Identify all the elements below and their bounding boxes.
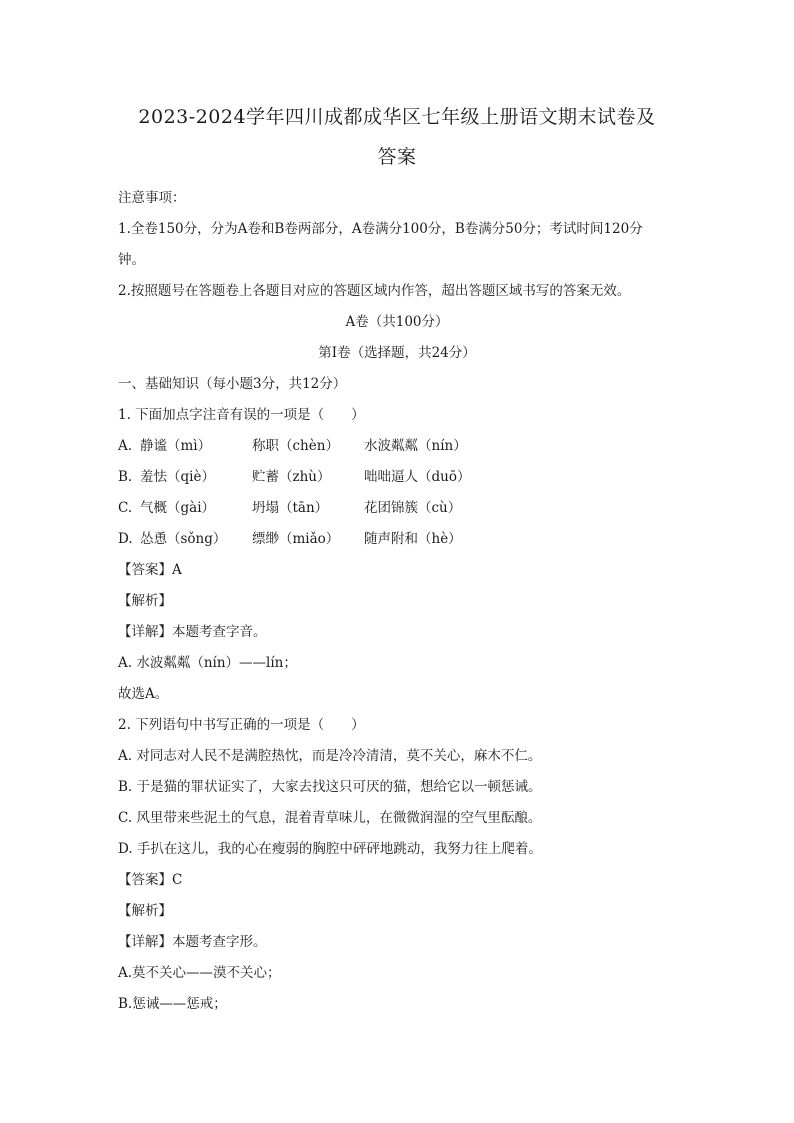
question-1-option-a — [118, 436, 688, 456]
question-2-option-b: B. 于是猫的罪状证实了，大家去找这只可厌的猫，想给它以一顿惩诫。 — [118, 779, 542, 795]
question-1-explanation: A. 水波粼粼（nín）——lín； — [118, 655, 297, 671]
question-1-detail: 【详解】本题考查字音。 — [118, 624, 267, 640]
notice-item-1-continued: 钟。 — [118, 252, 145, 268]
section-a-heading: A卷（共100分） — [345, 314, 449, 330]
question-2-option-a: A. 对同志对人民不是满腔热忱，而是冷冷清清，莫不关心，麻木不仁。 — [118, 748, 542, 764]
notice-item-2: 2.按照题号在答题卷上各题目对应的答题区域内作答，超出答题区域书写的答案无效。 — [118, 283, 631, 299]
option-word: 怂恿（sǒng） — [140, 531, 227, 547]
question-2-explanation-b: B.惩诫——惩戒； — [118, 996, 227, 1012]
document-title-line-2: 答案 — [377, 146, 417, 168]
option-word: 随声附和（hè） — [364, 531, 462, 547]
option-word: 气概（gài） — [140, 500, 216, 516]
option-word: 称职（chèn） — [252, 438, 339, 454]
notice-item-1: 1.全卷150分，分为A卷和B卷两部分，A卷满分100分，B卷满分50分；考试时间120分 — [118, 221, 643, 237]
question-1-answer: 【答案】A — [118, 562, 182, 578]
option-word: 花团锦簇（cù） — [364, 500, 462, 516]
option-label: D. — [118, 531, 133, 547]
question-1-analysis-label: 【解析】 — [118, 593, 172, 609]
question-2-stem: 2. 下列语句中书写正确的一项是（ ） — [118, 717, 365, 733]
question-1-option-b — [118, 467, 688, 487]
question-2-explanation-a: A.莫不关心——漠不关心； — [118, 965, 281, 981]
option-label: B. — [118, 469, 133, 485]
question-2-analysis-label: 【解析】 — [118, 903, 172, 919]
question-2-option-c: C. 风里带来些泥土的气息，混着青草味儿，在微微润湿的空气里酝酿。 — [118, 810, 542, 826]
option-word: 静谧（mì） — [140, 438, 212, 454]
option-word: 咄咄逼人（duō） — [364, 469, 471, 485]
question-2-option-d: D. 手扒在这儿，我的心在瘦弱的胸腔中砰砰地跳动，我努力往上爬着。 — [118, 841, 542, 857]
notice-heading: 注意事项： — [118, 190, 186, 206]
question-2-detail: 【详解】本题考查字形。 — [118, 934, 267, 950]
option-label: A. — [118, 438, 133, 454]
option-word: 羞怯（qiè） — [140, 469, 215, 485]
volume-1-heading: 第Ⅰ卷（选择题，共24分） — [318, 345, 476, 361]
part-1-heading: 一、基础知识（每小题3分，共12分） — [118, 376, 347, 392]
question-1-conclusion: 故选A。 — [118, 686, 169, 702]
option-word: 缥缈（miǎo） — [252, 531, 340, 547]
question-1-stem: 1. 下面加点字注音有误的一项是（ ） — [118, 407, 365, 423]
option-word: 贮蓄（zhù） — [252, 469, 331, 485]
question-2-answer: 【答案】C — [118, 872, 183, 888]
question-1-option-d — [118, 529, 688, 549]
question-1-option-c — [118, 498, 688, 518]
option-word: 水波粼粼（nín） — [364, 438, 467, 454]
document-title-line-1: 2023-2024学年四川成都成华区七年级上册语文期末试卷及 — [138, 106, 656, 128]
option-label: C. — [118, 500, 133, 516]
option-word: 坍塌（tān） — [252, 500, 329, 516]
